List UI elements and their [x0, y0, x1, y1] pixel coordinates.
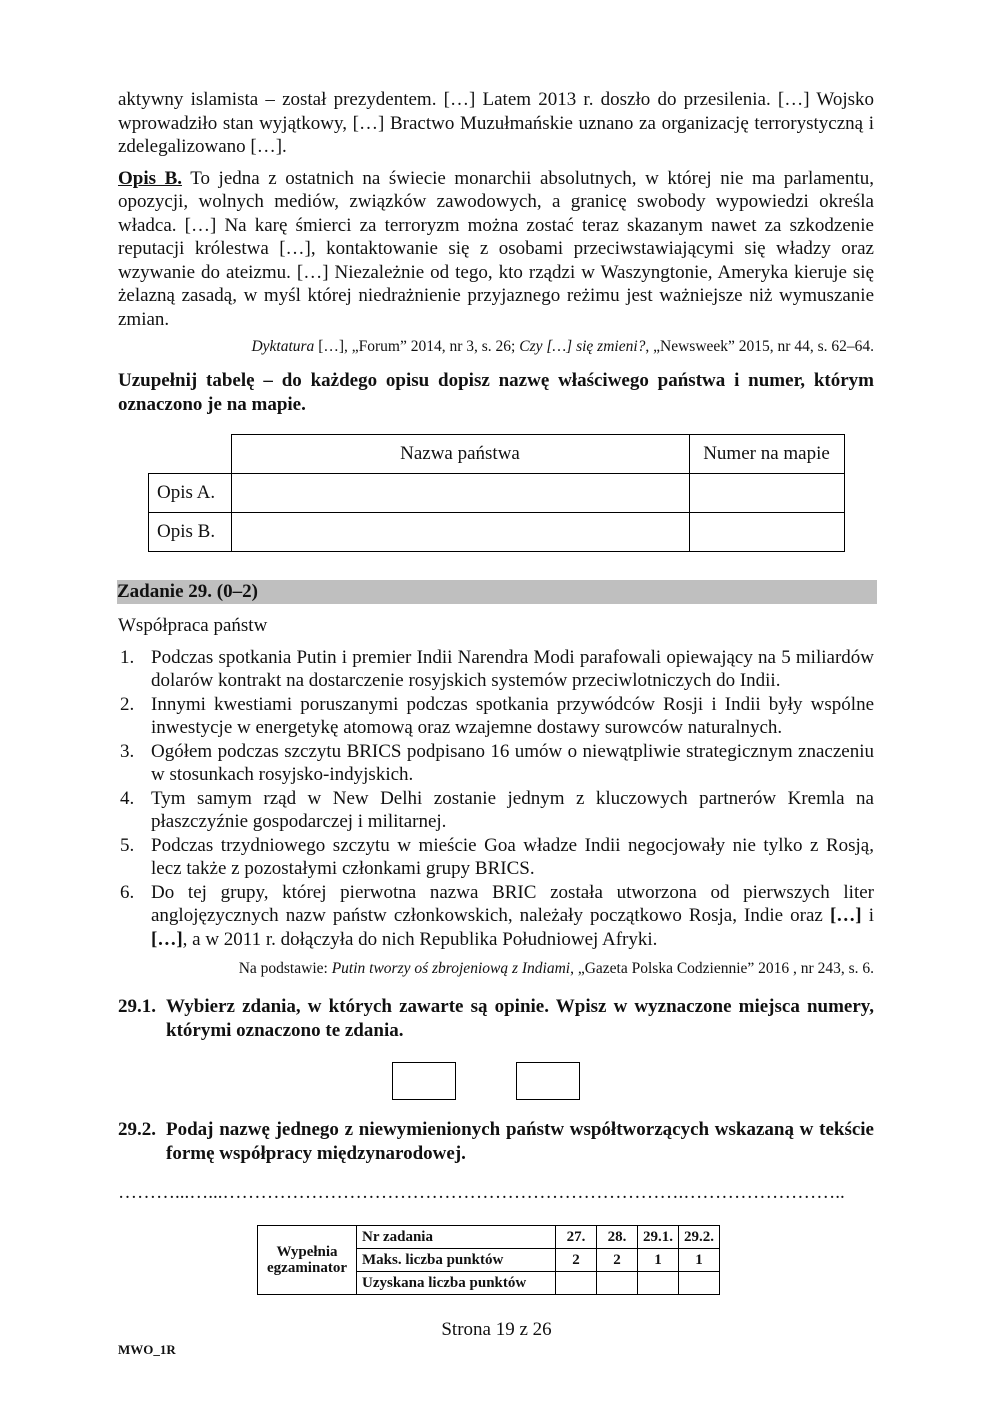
statement-text: Innymi kwestiami poruszanymi podczas spotkania przywódców Rosji i Indii były wspólne inwestycje w energetykę atomową oraz wzajemne dostawy surowców naturalnych. [151, 693, 874, 738]
task-number-cell: 27. [556, 1225, 597, 1248]
task-number-cell: 29.1. [638, 1225, 679, 1248]
row-label-opis-b: Opis B. [149, 513, 232, 552]
source-text-1: […], „Forum” 2014, nr 3, s. 26; [314, 338, 520, 355]
max-points-cell: 1 [679, 1248, 720, 1271]
max-points-cell: 2 [597, 1248, 638, 1271]
statement-text: Ogółem podczas szczytu BRICS podpisano 16 umów o niewątpliwie strategicznym znaczeniu w stosunkach rosyjsko-indyjskich. [151, 740, 874, 785]
obtained-points-cell[interactable] [679, 1271, 720, 1294]
answer-cell-country-b[interactable] [231, 513, 689, 552]
answer-box-2[interactable] [516, 1062, 580, 1100]
list-item [118, 787, 874, 834]
row-label-obtained: Uzyskana liczba punktów [357, 1271, 556, 1294]
row-label-task: Nr zadania [357, 1225, 556, 1248]
list-item [118, 740, 874, 787]
opis-b-label: Opis B. [118, 167, 182, 189]
task-number-cell: 28. [597, 1225, 638, 1248]
statements-list [118, 646, 874, 952]
list-item [118, 646, 874, 693]
table-corner [149, 435, 232, 474]
task-instruction: Uzupełnij tabelę – do każdego opisu dopisz nazwę właściwego państwa i numer, którym oznaczono je na mapie. [118, 370, 874, 415]
obtained-points-cell[interactable] [638, 1271, 679, 1294]
statement-6-part-d: , a w 2011 r. dołączyła do nich Republika Południowej Afryki. [182, 928, 658, 950]
statement-text: Tym samym rząd w New Delhi zostanie jednym z kluczowych partnerów Kremla na płaszczyźnie gospodarczej i militarnej. [151, 787, 874, 832]
source-prefix: Na podstawie: [238, 960, 332, 977]
statement-number: 6. [120, 881, 135, 903]
statement-number: 4. [120, 787, 135, 809]
source-article-title: Putin tworzy oś zbrojeniową z Indiami [331, 960, 571, 977]
source-publication: , „Gazeta Polska Codziennie” 2016 , nr 243, s. 6. [570, 960, 874, 977]
source-text-2: , „Newsweek” 2015, nr 44, s. 62–64. [645, 338, 874, 355]
source-citation-2 [118, 959, 874, 979]
table-row [149, 435, 845, 474]
statement-number: 1. [120, 646, 135, 668]
list-item [118, 881, 874, 952]
task-29-subtitle: Współpraca państw [118, 615, 268, 636]
statement-number: 3. [120, 740, 135, 762]
max-points-cell: 1 [638, 1248, 679, 1271]
statement-6-part-c: i [861, 905, 874, 926]
statement-number: 5. [120, 834, 135, 856]
question-29-2 [118, 1118, 874, 1165]
exam-page [118, 88, 874, 1295]
table-row [149, 513, 845, 552]
answer-box-1[interactable] [392, 1062, 456, 1100]
answer-table [148, 434, 845, 552]
page-number: Strona 19 z 26 [441, 1319, 552, 1340]
obtained-points-cell[interactable] [556, 1271, 597, 1294]
statement-6-gap-1: […] [829, 905, 862, 926]
list-item [118, 693, 874, 740]
top-paragraph: aktywny islamista – został prezydentem. […] Latem 2013 r. doszło do przesilenia. […] Wojsko wprowadziło stan wyjątkowy, […] Bractwo Muzułmańskie uznano za organizację terrorystyczną i zdelegalizowano […]. [118, 89, 874, 157]
task-29-header: Zadanie 29. (0–2) [117, 580, 877, 604]
question-text: Podaj nazwę jednego z niewymienionych państw współtworzących wskazaną w tekście formę współpracy międzynarodowej. [166, 1119, 874, 1164]
statement-number: 2. [120, 693, 135, 715]
task-number-cell: 29.2. [679, 1225, 720, 1248]
opis-b-paragraph [118, 167, 874, 332]
examiner-label: Wypełnia egzaminator [258, 1225, 357, 1294]
statement-6-part-a: Do tej grupy, której pierwotna nazwa BRIC została utworzona od pierwszych liter anglojęzycznych nazw państw członkowskich, należały początkowo Rosja, Indie oraz [151, 881, 874, 926]
table-row [258, 1225, 720, 1248]
row-label-max: Maks. liczba punktów [357, 1248, 556, 1271]
answer-cell-number-b[interactable] [689, 513, 844, 552]
column-header-map-number: Numer na mapie [689, 435, 844, 474]
question-number: 29.2. [118, 1119, 156, 1140]
exam-code: MWO_1R [118, 1342, 176, 1357]
answer-boxes [98, 1062, 874, 1100]
answer-cell-country-a[interactable] [231, 474, 689, 513]
obtained-points-cell[interactable] [597, 1271, 638, 1294]
table-row [149, 474, 845, 513]
row-label-opis-a: Opis A. [149, 474, 232, 513]
answer-line[interactable]: ………...…...……………………………………………………………….…………………….. [118, 1182, 845, 1203]
question-number: 29.1. [118, 996, 156, 1017]
statement-text: Podczas trzydniowego szczytu w mieście Goa władze Indii negocjowały nie tylko z Rosją, lecz także z pozostałymi członkami grupy BRICS. [151, 834, 874, 879]
statement-text [151, 881, 874, 952]
grading-table [257, 1225, 720, 1295]
opis-b-text: To jedna z ostatnich na świecie monarchii absolutnych, w której nie ma parlamentu, opozycji, wolnych mediów, związków zawodowych, a granicę swobody wypowiedzi określa władca. […] Na karę śmierci za terroryzm można zostać teraz skazanym nawet za szkodzenie reputacji królestwa […], kontaktowanie się z osobami przeciwstawiającymi się władzy oraz wzywanie do ateizmu. […] Niezależnie od tego, kto rządzi w Waszyngtonie, Ameryka kieruje się żelazną zasadą, w myśl której niedrażnienie przyjaznego reżimu jest ważniejsze niż wymuszanie zmian. [118, 167, 874, 330]
source-title-2: Czy […] się zmieni? [519, 338, 646, 355]
question-29-1 [118, 995, 874, 1042]
column-header-country: Nazwa państwa [231, 435, 689, 474]
list-item [118, 834, 874, 881]
statement-6-gap-2: […] [151, 928, 183, 950]
answer-cell-number-a[interactable] [689, 474, 844, 513]
source-title-1: Dyktatura [251, 338, 315, 355]
max-points-cell: 2 [556, 1248, 597, 1271]
question-text: Wybierz zdania, w których zawarte są opinie. Wpisz w wyznaczone miejsca numery, którymi oznaczono te zdania. [166, 996, 874, 1041]
source-citation-1 [118, 337, 874, 357]
statement-text: Podczas spotkania Putin i premier Indii Narendra Modi parafowali opiewający na 5 miliardów dolarów kontrakt na dostarczenie rosyjskich systemów przeciwlotniczych do Indii. [151, 646, 874, 691]
